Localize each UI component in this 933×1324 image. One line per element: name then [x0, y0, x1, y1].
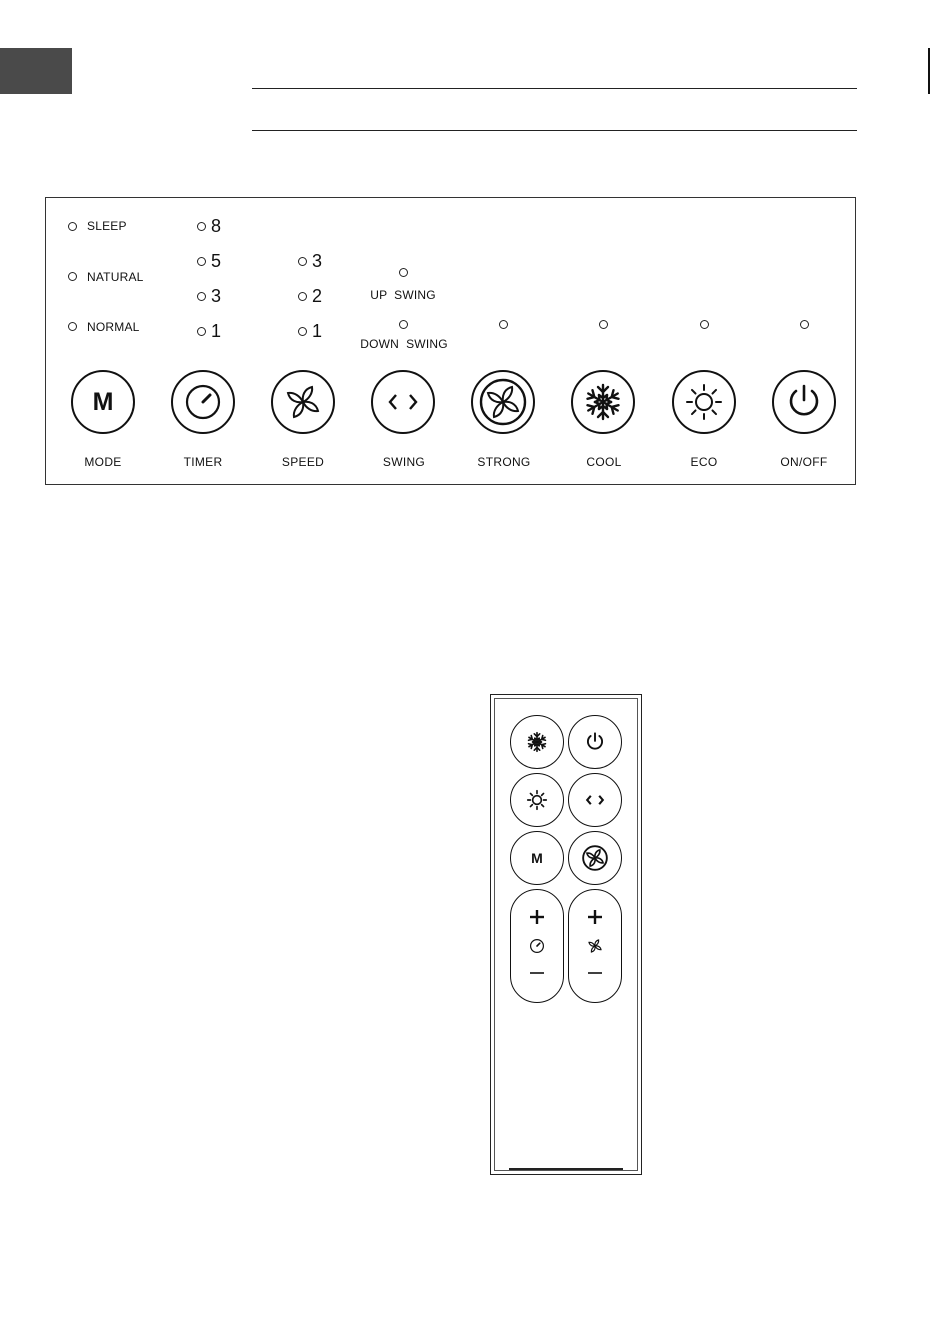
cool-button[interactable]: [571, 370, 635, 434]
swing-arrows-icon: [383, 382, 423, 422]
timer-1-led: [197, 327, 206, 336]
sun-icon: [682, 380, 726, 424]
header-rule-top: [252, 88, 857, 89]
down-swing-led: [399, 320, 408, 329]
eco-led: [700, 320, 709, 329]
timer-button[interactable]: [171, 370, 235, 434]
remote-mode-button[interactable]: [510, 831, 564, 885]
swing-button[interactable]: [371, 370, 435, 434]
speed-2-label: 2: [312, 286, 323, 306]
fan-icon: [587, 938, 603, 954]
up-swing-led: [399, 268, 408, 277]
speed-2-led: [298, 292, 307, 301]
speed-1-label: 1: [312, 321, 323, 341]
speed-minus-icon[interactable]: [587, 970, 603, 976]
remote-power-button[interactable]: [568, 715, 622, 769]
strong-button[interactable]: [471, 370, 535, 434]
power-icon: [583, 730, 607, 754]
timer-1-label: 1: [211, 321, 222, 341]
up-swing-label: UP SWING: [370, 288, 436, 302]
sleep-label: SLEEP: [87, 219, 127, 233]
remote-swing-button[interactable]: [568, 773, 622, 827]
timer-dial-icon: [183, 382, 223, 422]
strong-fan-icon: [477, 376, 529, 428]
speed-button[interactable]: [271, 370, 335, 434]
power-button[interactable]: [772, 370, 836, 434]
power-led: [800, 320, 809, 329]
sleep-indicator-led: [68, 222, 77, 231]
power-icon: [782, 380, 826, 424]
natural-label: NATURAL: [87, 270, 144, 284]
sun-icon: [525, 788, 549, 812]
timer-3-led: [197, 292, 206, 301]
mode-label: MODE: [84, 455, 122, 469]
fan-icon: [283, 382, 323, 422]
eco-button[interactable]: [672, 370, 736, 434]
m-letter-icon: M: [531, 850, 543, 866]
snowflake-icon: [581, 380, 625, 424]
normal-indicator-led: [68, 322, 77, 331]
timer-8-label: 8: [211, 216, 222, 236]
speed-3-led: [298, 257, 307, 266]
strong-fan-icon: [581, 844, 609, 872]
cool-label: COOL: [586, 455, 622, 469]
cool-led: [599, 320, 608, 329]
timer-dial-icon: [529, 938, 545, 954]
remote-bottom-edge: [509, 1168, 623, 1170]
swing-arrows-icon: [583, 788, 607, 812]
strong-label: STRONG: [477, 455, 531, 469]
header-rule-bottom: [252, 130, 857, 131]
speed-plus-icon[interactable]: [587, 909, 603, 925]
timer-label: TIMER: [183, 455, 223, 469]
mode-button[interactable]: [71, 370, 135, 434]
remote-eco-button[interactable]: [510, 773, 564, 827]
normal-label: NORMAL: [87, 320, 140, 334]
page-edge-marker: [928, 48, 930, 94]
timer-plus-icon[interactable]: [529, 909, 545, 925]
strong-led: [499, 320, 508, 329]
timer-5-led: [197, 257, 206, 266]
page-tab-marker: [0, 48, 72, 94]
timer-8-led: [197, 222, 206, 231]
timer-5-label: 5: [211, 251, 222, 271]
speed-1-led: [298, 327, 307, 336]
remote-strong-button[interactable]: [568, 831, 622, 885]
down-swing-label: DOWN SWING: [360, 337, 448, 351]
timer-minus-icon[interactable]: [529, 970, 545, 976]
timer-3-label: 3: [211, 286, 222, 306]
on-off-label: ON/OFF: [780, 455, 828, 469]
remote-cool-button[interactable]: [510, 715, 564, 769]
natural-indicator-led: [68, 272, 77, 281]
speed-label: SPEED: [281, 455, 325, 469]
eco-label: ECO: [690, 455, 718, 469]
swing-label: SWING: [382, 455, 426, 469]
m-letter-icon: M: [92, 387, 114, 416]
speed-3-label: 3: [312, 251, 323, 271]
snowflake-icon: [525, 730, 549, 754]
